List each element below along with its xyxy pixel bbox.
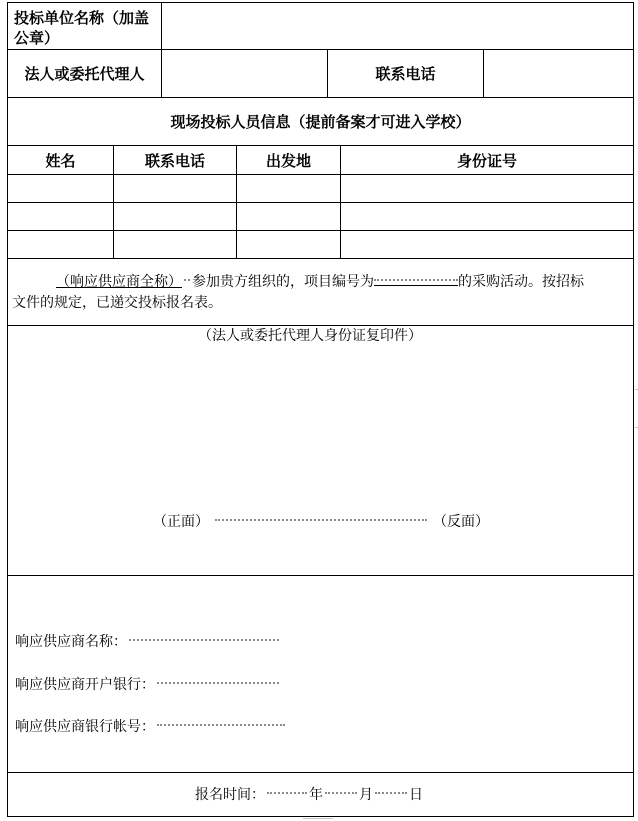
table-cell[interactable] bbox=[7, 174, 114, 203]
table-cell[interactable] bbox=[340, 202, 634, 231]
statement-part2: 的采购活动。按招标 bbox=[458, 274, 584, 290]
month-label: 月 bbox=[359, 787, 373, 803]
id-front-label: （正面） bbox=[153, 514, 209, 530]
year-label: 年 bbox=[309, 787, 323, 803]
dotted-leader bbox=[184, 279, 190, 281]
table-cell[interactable] bbox=[7, 202, 114, 231]
signup-time-label: 报名时间： bbox=[195, 787, 265, 803]
table-cell[interactable] bbox=[113, 174, 237, 203]
id-back-label: （反面） bbox=[433, 514, 489, 530]
id-copy-area bbox=[7, 325, 634, 576]
statement-cell bbox=[7, 258, 634, 326]
statement-line2: 文件的规定，已递交投标报名表。 bbox=[12, 295, 222, 311]
bidder-label-line1: 投标单位名称（加盖 bbox=[14, 9, 150, 27]
project-number-blank bbox=[374, 283, 458, 286]
col-header-phone: 联系电话 bbox=[113, 145, 237, 175]
supplier-name-blank[interactable] bbox=[129, 639, 279, 641]
col-header-name: 姓名 bbox=[7, 145, 114, 175]
day-label: 日 bbox=[409, 787, 423, 803]
bidder-value-cell[interactable] bbox=[161, 2, 634, 50]
table-cell[interactable] bbox=[236, 202, 341, 231]
onsite-title: 现场投标人员信息（提前备案才可进入学校） bbox=[170, 113, 471, 131]
dotted-leader bbox=[215, 519, 427, 521]
table-cell[interactable] bbox=[113, 230, 237, 259]
id-copy-caption: （法人或委托代理人身份证复印件） bbox=[198, 328, 422, 344]
table-cell[interactable] bbox=[236, 174, 341, 203]
day-blank[interactable] bbox=[375, 792, 407, 794]
table-cell[interactable] bbox=[340, 230, 634, 259]
bidder-label-line2: 公章） bbox=[14, 29, 60, 47]
table-cell[interactable] bbox=[113, 202, 237, 231]
phone-label-cell bbox=[327, 49, 484, 98]
month-blank[interactable] bbox=[325, 792, 357, 794]
legal-rep-value-cell[interactable] bbox=[161, 49, 328, 98]
table-cell[interactable] bbox=[340, 174, 634, 203]
supplier-info-cell bbox=[7, 575, 634, 773]
supplier-bank-blank[interactable] bbox=[157, 682, 279, 684]
table-cell[interactable] bbox=[236, 230, 341, 259]
statement-part1: 参加贵方组织的，项目编号为 bbox=[192, 274, 374, 290]
phone-label: 联系电话 bbox=[375, 65, 436, 83]
page-edge-mark bbox=[303, 818, 333, 819]
col-header-id-number: 身份证号 bbox=[340, 145, 634, 175]
supplier-account-blank[interactable] bbox=[157, 724, 285, 726]
onsite-title-cell bbox=[7, 97, 634, 146]
supplier-name-label: 响应供应商名称： bbox=[15, 634, 127, 650]
supplier-account-label: 响应供应商银行帐号： bbox=[15, 719, 155, 735]
year-blank[interactable] bbox=[267, 792, 307, 794]
bidder-label-cell bbox=[7, 2, 162, 50]
supplier-fullname-blank: （响应供应商全称） bbox=[56, 274, 182, 290]
legal-rep-label: 法人或委托代理人 bbox=[24, 65, 145, 83]
table-cell[interactable] bbox=[7, 230, 114, 259]
signup-time-cell bbox=[7, 772, 634, 817]
supplier-bank-label: 响应供应商开户银行： bbox=[15, 677, 155, 693]
col-header-origin: 出发地 bbox=[236, 145, 341, 175]
legal-rep-label-cell bbox=[7, 49, 162, 98]
phone-value-cell[interactable] bbox=[483, 49, 634, 98]
